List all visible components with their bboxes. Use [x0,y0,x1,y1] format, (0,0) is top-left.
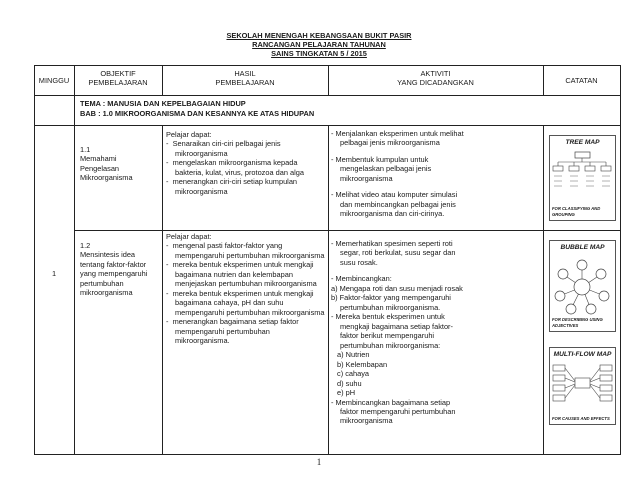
row1-outcomes: Pelajar dapat: - Senaraikan ciri-ciri pelbagai jenis mikroorganisma - mengelaskan mikroorganisma kepada bakteria, kulat, virus, protozoa dan alga - menerangkan ciri-ciri setiap kumpulan mikroorganisma [166,130,305,196]
col-aktiviti: AKTIVITI YANG DICADANGKAN [397,69,474,88]
school-name: SEKOLAH MENENGAH KEBANGSAAN BUKIT PASIR [226,31,412,40]
subject-title: SAINS TINGKATAN 5 / 2015 [271,49,367,58]
multi-flow-map-image: MULTI-FLOW MAP FOR CAUSES AND EFFECTS [549,347,616,425]
col-catatan: CATATAN [565,76,598,85]
col-objektif: OBJEKTIF PEMBELAJARAN [88,69,148,88]
row1-activities: - Menjalankan eksperimen untuk melihat pelbagai jenis mikroorganisma - Membentuk kumpulan untuk mengelaskan pelbagai jenis mikroorganisma - Melihat video atau komputer simulasi dan membincangkan pelbagai jenis mikroorganisma dan ciri-cirinya. [331,129,464,219]
tree-diagram-icon [550,150,615,210]
row2-activities: - Memerhatikan spesimen seperti roti segar, roti berkulat, susu segar dan susu rosak. - Membincangkan: a) Mengapa roti dan susu menjadi rosak b) Faktor-faktor yang mempengaruhi pertumbuhan mikroorganisma. - Mereka bentuk eksperimen untuk mengkaji bagaimana setiap faktor- faktor berikut mempengaruhi pertumbuhan mikroorganisma: a) Nutrien b) Kelembapan c) cahaya d) suhu e) pH - Membincangkan bagaimana setiap faktor mempengaruhi pertumbuhan mikroorganisma [331,239,463,426]
row1-objective: 1.1 Memahami Pengelasan Mikroorganisma [80,145,133,183]
bubble-diagram-icon [550,253,615,318]
tree-map-image: TREE MAP FOR CLASSIFYING AND GROUPING [549,135,616,221]
row2-objective: 1.2 Mensintesis idea tentang faktor-faktor yang mempengaruhi pertumbuhan mikroorganisma [80,241,148,298]
col-minggu: MINGGU [38,76,70,85]
page-number: 1 [316,457,322,467]
plan-title: RANCANGAN PELAJARAN TAHUNAN [252,40,386,49]
week-number: 1 [51,269,57,278]
row2-outcomes: Pelajar dapat: - mengenal pasti faktor-faktor yang mempengaruhi pertumbuhan mikroorganisma - mereka bentuk eksperimen untuk mengkaji bagaimana nutrien dan kelembapan menjejaskan pertumbuhan mikroorganisma - mereka bentuk eksperimen untuk mengkaji bagaimana cahaya, pH dan suhu mempengaruhi pertumbuhan mikroorganisma - menerangkan bagaimana setiap faktor mempengaruhi pertumbuhan mikroorganisma. [166,232,325,346]
theme-tema: TEMA : MANUSIA DAN KEPELBAGAIAN HIDUP [80,99,246,108]
col-hasil: HASIL PEMBELAJARAN [215,69,275,88]
bubble-map-image: BUBBLE MAP FOR DESCRIBING USING ADJECTIVES [549,240,616,332]
flow-diagram-icon [550,361,615,411]
theme-bab: BAB : 1.0 MIKROORGANISMA DAN KESANNYA KE ATAS HIDUPAN [80,109,315,118]
